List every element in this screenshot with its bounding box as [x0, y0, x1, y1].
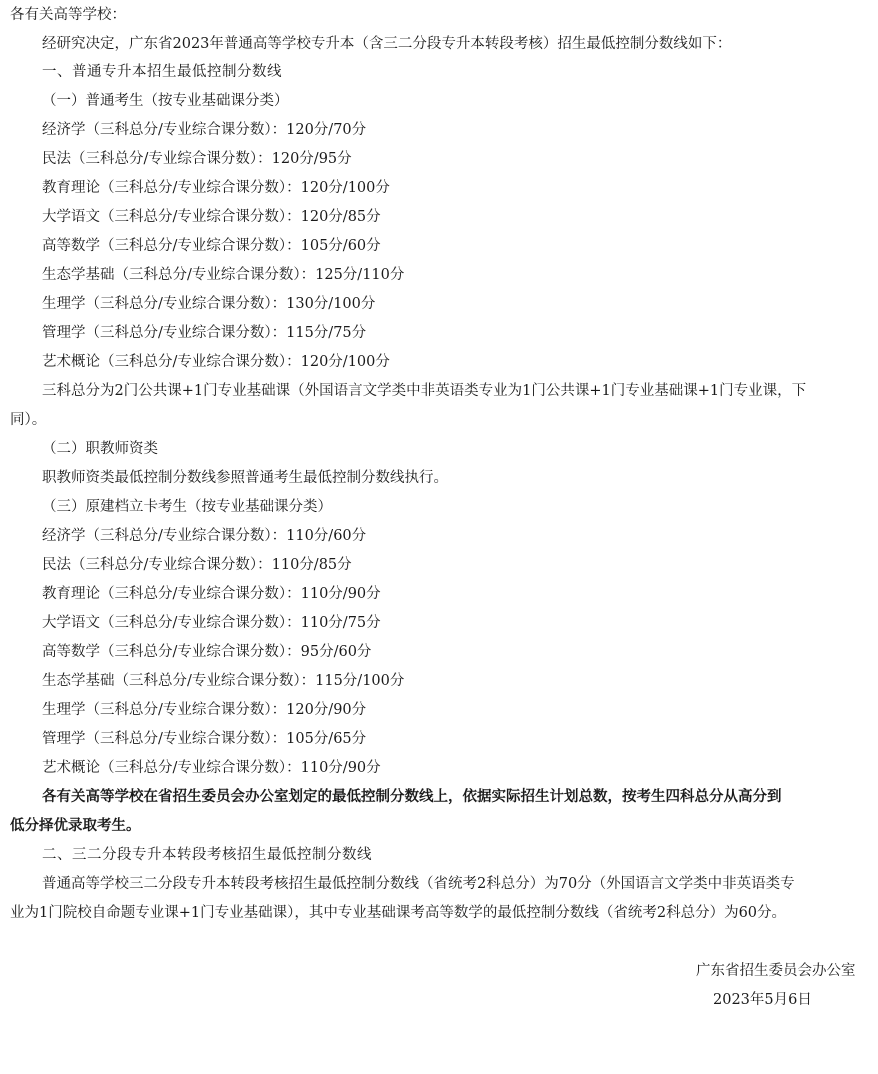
sub2-heading: （二）职教师资类	[42, 441, 158, 457]
sub1-note-line2: 同）。	[10, 412, 47, 428]
score-item: 经济学（三科总分/专业综合课分数）：120分/70分	[42, 122, 367, 138]
score-item: 教育理论（三科总分/专业综合课分数）：110分/90分	[42, 586, 381, 602]
score-item: 生态学基础（三科总分/专业综合课分数）：115分/100分	[42, 673, 405, 689]
sub3-heading: （三）原建档立卡考生（按专业基础课分类）	[42, 499, 332, 515]
score-item: 艺术概论（三科总分/专业综合课分数）：120分/100分	[42, 354, 390, 370]
signature-date: 2023年5月6日	[713, 992, 812, 1008]
section1-heading: 一、普通专升本招生最低控制分数线	[42, 64, 282, 80]
section2-heading: 二、三二分段专升本转段考核招生最低控制分数线	[42, 847, 372, 863]
score-item: 经济学（三科总分/专业综合课分数）：110分/60分	[42, 528, 367, 544]
signature-org: 广东省招生委员会办公室	[696, 963, 856, 979]
section2-text-line1: 普通高等学校三二分段专升本转段考核招生最低控制分数线（省统考2科总分）为70分（外国语言文学类中非英语类专	[42, 876, 795, 892]
score-item: 教育理论（三科总分/专业综合课分数）：120分/100分	[42, 180, 390, 196]
score-item: 民法（三科总分/专业综合课分数）：110分/85分	[42, 557, 352, 573]
score-item: 艺术概论（三科总分/专业综合课分数）：110分/90分	[42, 760, 381, 776]
score-item: 管理学（三科总分/专业综合课分数）：105分/65分	[42, 731, 367, 747]
admission-rule-line1: 各有关高等学校在省招生委员会办公室划定的最低控制分数线上，依据实际招生计划总数，按考生四科总分从高分到	[42, 788, 782, 805]
sub1-heading: （一）普通考生（按专业基础课分类）	[42, 93, 289, 109]
intro-paragraph: 经研究决定，广东省2023年普通高等学校专升本（含三二分段专升本转段考核）招生最低控制分数线如下：	[42, 36, 732, 52]
score-item: 高等数学（三科总分/专业综合课分数）：95分/60分	[42, 644, 372, 660]
section2-text-line2: 业为1门院校自命题专业课+1门专业基础课），其中专业基础课考高等数学的最低控制分数线（省统考2科总分）为60分。	[10, 905, 787, 921]
sub1-note-line1: 三科总分为2门公共课+1门专业基础课（外国语言文学类中非英语类专业为1门公共课+1门专业基础课+1门专业课，下	[42, 383, 807, 399]
score-item: 生理学（三科总分/专业综合课分数）：120分/90分	[42, 702, 367, 718]
score-item: 高等数学（三科总分/专业综合课分数）：105分/60分	[42, 238, 381, 254]
score-item: 生态学基础（三科总分/专业综合课分数）：125分/110分	[42, 267, 405, 283]
sub2-text: 职教师资类最低控制分数线参照普通考生最低控制分数线执行。	[42, 470, 448, 486]
score-item: 大学语文（三科总分/专业综合课分数）：120分/85分	[42, 209, 381, 225]
score-item: 民法（三科总分/专业综合课分数）：120分/95分	[42, 151, 352, 167]
score-item: 生理学（三科总分/专业综合课分数）：130分/100分	[42, 296, 376, 312]
admission-rule-line2: 低分择优录取考生。	[10, 817, 141, 834]
score-item: 管理学（三科总分/专业综合课分数）：115分/75分	[42, 325, 367, 341]
score-item: 大学语文（三科总分/专业综合课分数）：110分/75分	[42, 615, 381, 631]
salutation: 各有关高等学校：	[10, 7, 126, 23]
